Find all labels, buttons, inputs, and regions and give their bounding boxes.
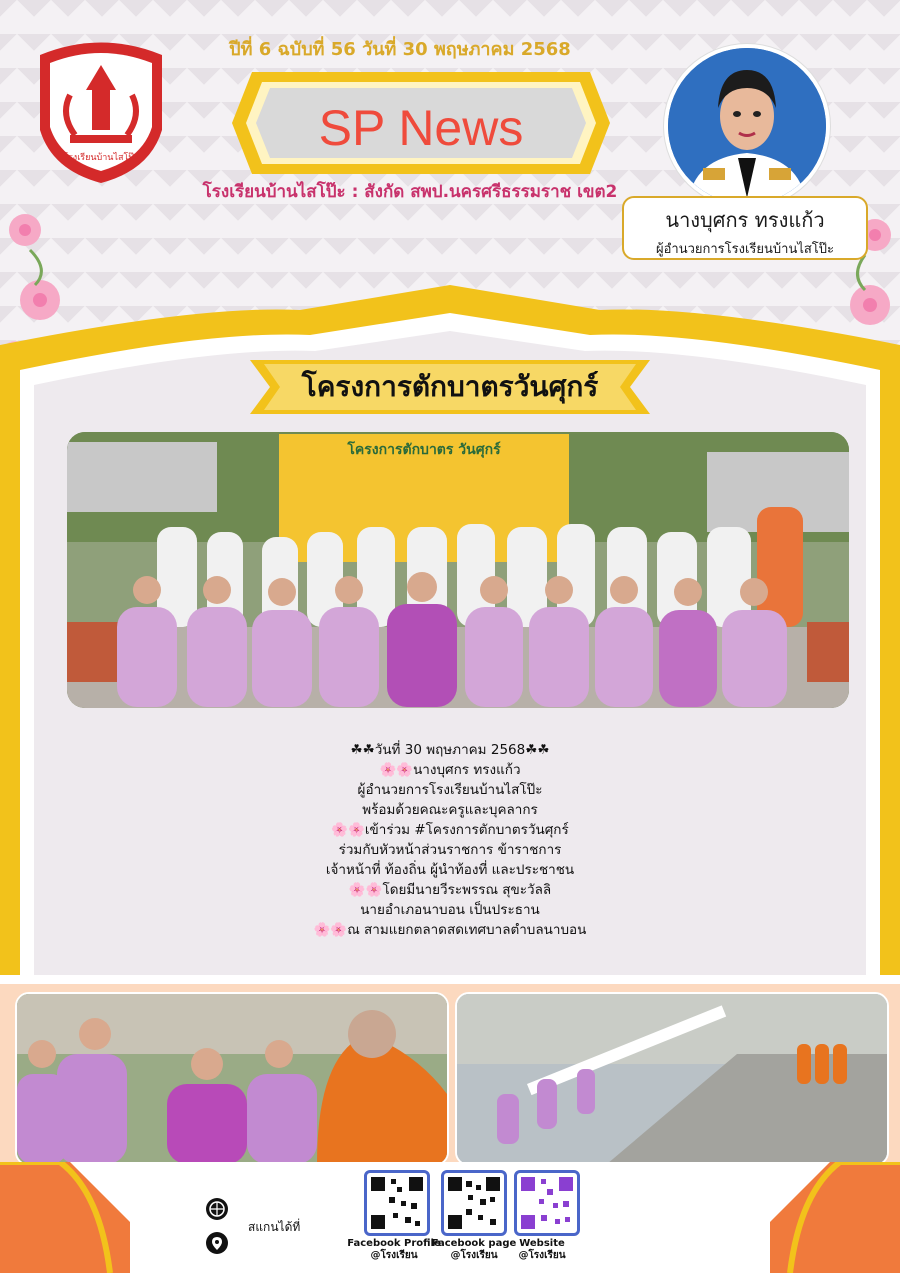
director-name: นางบุศกร ทรงแก้ว [665, 208, 825, 232]
director-name-box [622, 196, 868, 260]
photo-banner-title: โครงการตักบาตร วันศุกร์ [347, 442, 501, 458]
issue-info: ปีที่ 6 ฉบับที่ 56 วันที่ 30 พฤษภาคม 2568 [229, 39, 571, 60]
newsletter-title: SP News [318, 100, 524, 156]
director-role: ผู้อำนวยการโรงเรียนบ้านไสโป๊ะ [655, 242, 835, 257]
svg-text:โรงเรียนบ้านไสโป๊ะ: โรงเรียนบ้านไสโป๊ะ [63, 153, 139, 163]
caption-line: ผู้อำนวยการโรงเรียนบ้านไสโป๊ะ [357, 782, 543, 798]
school-affiliation: โรงเรียนบ้านไสโป๊ะ : สังกัด สพป.นครศรีธรรมราช เขต2 [202, 182, 618, 202]
caption-line: นายอำเภอนาบอน เป็นประธาน [360, 902, 540, 918]
almsgiving-photo-right [455, 992, 889, 1166]
almsgiving-photo-left [15, 992, 449, 1166]
news-caption [200, 740, 700, 940]
project-title: โครงการตักบาตรวันศุกร์ [301, 370, 599, 403]
caption-line: 🌸🌸เข้าร่วม #โครงการตักบาตรวันศุกร์ [331, 822, 569, 838]
director-portrait [664, 44, 830, 208]
scan-label: สแกนได้ที่ [248, 1220, 301, 1234]
caption-line: พร้อมด้วยคณะครูและบุคลากร [362, 802, 538, 818]
caption-line: 🌸🌸โดยมีนายวีระพรรณ สุขะวัลลิ [348, 882, 552, 898]
caption-line: ร่วมกับหัวหน้าส่วนราชการ ข้าราชการ [338, 842, 562, 858]
qr-label-sub: @โรงเรียน [370, 1250, 418, 1261]
qr-facebook-profile[interactable] [364, 1170, 430, 1236]
qr-label-website [492, 1238, 592, 1262]
qr-facebook-page[interactable] [441, 1170, 507, 1236]
qr-label-sub: @โรงเรียน [518, 1250, 566, 1261]
qr-label-title: Facebook Profile [347, 1238, 441, 1249]
caption-line: เจ้าหน้าที่ ท้องถิ่น ผู้นำท้องที่ และประชาชน [325, 862, 575, 878]
caption-line: 🌸🌸ณ สามแยกตลาดสดเทศบาลตำบลนาบอน [313, 922, 587, 938]
group-photo [67, 432, 849, 708]
globe-icon [206, 1198, 228, 1220]
caption-line: ☘☘วันที่ 30 พฤษภาคม 2568☘☘ [350, 742, 550, 758]
qr-label-title: Website [519, 1238, 565, 1249]
qr-website[interactable] [514, 1170, 580, 1236]
qr-label-title: Facebook page [431, 1238, 517, 1249]
caption-line: 🌸🌸นางบุศกร ทรงแก้ว [379, 762, 521, 778]
location-pin-icon [206, 1232, 228, 1254]
qr-label-sub: @โรงเรียน [450, 1250, 498, 1261]
school-logo [30, 35, 172, 185]
